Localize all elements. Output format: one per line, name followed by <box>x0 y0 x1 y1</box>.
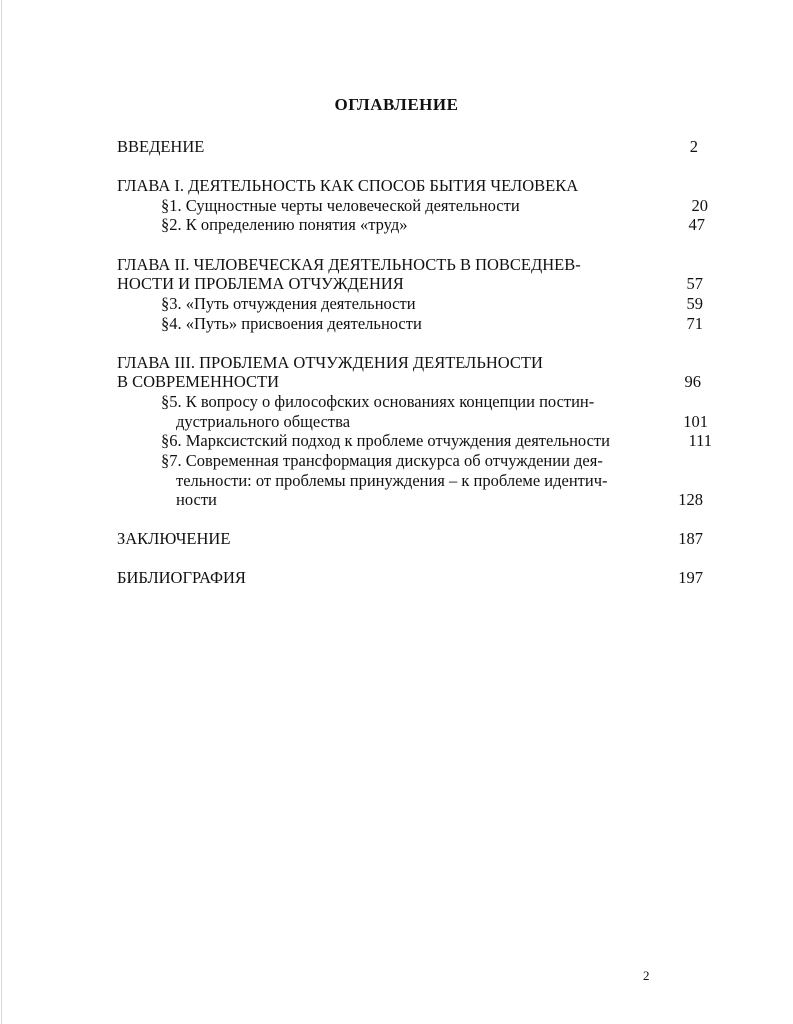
page-edge <box>1 0 2 1024</box>
toc-conclusion-page: 187 <box>678 529 703 548</box>
toc-s5-line2: дустриального общества <box>176 412 351 431</box>
toc-intro-page: 2 <box>689 137 698 156</box>
toc-s3-page: 59 <box>686 294 703 313</box>
page-number: 2 <box>643 968 650 983</box>
toc-s7-page: 128 <box>678 490 703 509</box>
toc-ch1-title: ГЛАВА I. ДЕЯТЕЛЬНОСТЬ КАК СПОСОБ БЫТИЯ ЧЕЛОВЕКА <box>117 176 579 195</box>
toc-s3-label: §3. «Путь отчуждения деятельности <box>161 294 416 313</box>
toc-ch3-page: 96 <box>684 372 701 391</box>
toc-bibliography-label: БИБЛИОГРАФИЯ <box>117 568 246 587</box>
toc-intro-label: ВВЕДЕНИЕ <box>117 137 205 156</box>
toc-ch3-title-line1: ГЛАВА III. ПРОБЛЕМА ОТЧУЖДЕНИЯ ДЕЯТЕЛЬНОСТИ <box>117 353 543 372</box>
toc-ch2-title-line2: НОСТИ И ПРОБЛЕМА ОТЧУЖДЕНИЯ <box>117 274 404 293</box>
toc-s5-line1: §5. К вопросу о философских основаниях концепции постин- <box>161 392 595 411</box>
toc-ch2-page: 57 <box>686 274 703 293</box>
toc-s6-label: §6. Марксистский подход к проблеме отчуждения деятельности <box>161 431 610 450</box>
toc-s1-label: §1. Сущностные черты человеческой деятельности <box>161 196 520 215</box>
toc-conclusion-label: ЗАКЛЮЧЕНИЕ <box>117 529 231 548</box>
toc-s4-page: 71 <box>686 314 703 333</box>
toc-s7-line1: §7. Современная трансформация дискурса об отчуждении дея- <box>161 451 603 470</box>
toc-s2-page: 47 <box>688 215 705 234</box>
toc-ch2-title-line1: ГЛАВА II. ЧЕЛОВЕЧЕСКАЯ ДЕЯТЕЛЬНОСТЬ В ПОВСЕДНЕВ- <box>117 255 581 274</box>
toc-s4-label: §4. «Путь» присвоения деятельности <box>161 314 422 333</box>
toc-title: ОГЛАВЛЕНИЕ <box>334 95 459 114</box>
toc-s1-page: 20 <box>691 196 708 215</box>
toc-bibliography-page: 197 <box>678 568 703 587</box>
toc-s7-line3: ности <box>176 490 217 509</box>
toc-s2-label: §2. К определению понятия «труд» <box>161 215 408 234</box>
toc-s6-page: 111 <box>688 431 712 450</box>
toc-s7-line2: тельности: от проблемы принуждения – к проблеме идентич- <box>176 471 608 490</box>
toc-s5-page: 101 <box>683 412 708 431</box>
toc-ch3-title-line2: В СОВРЕМЕННОСТИ <box>117 372 280 391</box>
